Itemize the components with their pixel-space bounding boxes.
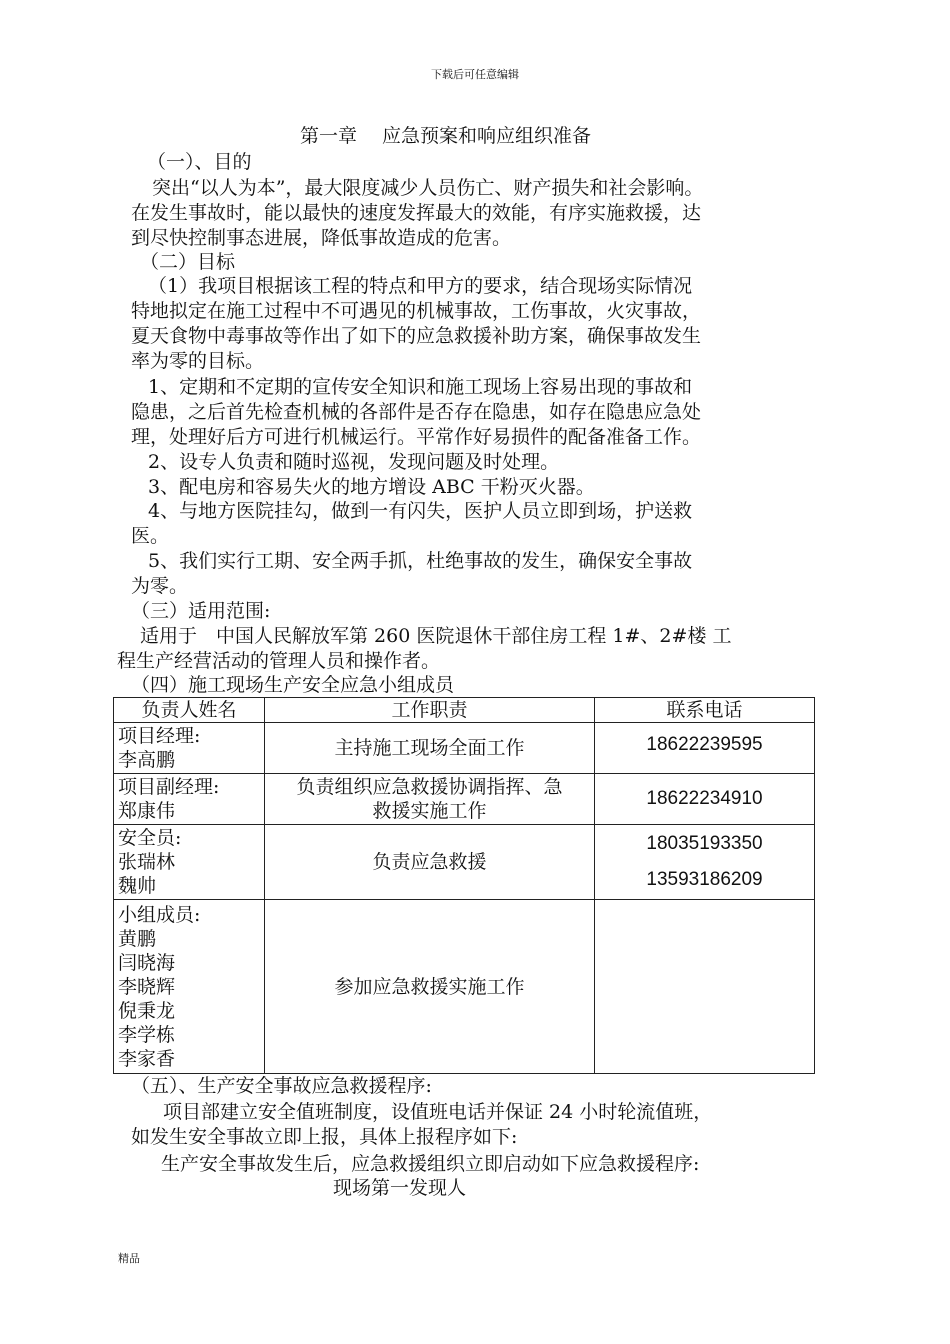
- goal-line: 理，处理好后方可进行机械运行。平常作好易损件的配备准备工作。: [131, 426, 702, 448]
- purpose-line: 突出“以人为本”，最大限度减少人员伤亡、财产损失和社会影响。: [152, 177, 704, 199]
- cell-phone: [595, 723, 815, 774]
- page-header: 下载后可任意编辑: [431, 68, 519, 81]
- procedure-line: 项目部建立安全值班制度，设值班电话并保证 24 小时轮流值班，: [163, 1101, 713, 1123]
- goal-line: 3、配电房和容易失火的地方增设 ABC 干粉灭火器。: [148, 476, 595, 498]
- person-name: 李学栋: [118, 1023, 176, 1046]
- goal-line: 隐患，之后首先检查机械的各部件是否存在隐患，如存在隐患应急处: [131, 401, 702, 423]
- procedure-line: 生产安全事故发生后，应急救援组织立即启动如下应急救援程序:: [161, 1153, 700, 1175]
- person-name: 李高鹏: [118, 749, 176, 771]
- table-row: [114, 723, 815, 774]
- section-heading-purpose: （一）、目的: [147, 151, 252, 173]
- procedure-line: 如发生安全事故立即上报，具体上报程序如下:: [131, 1126, 518, 1148]
- person-name: 项目副经理:: [118, 776, 220, 798]
- cell-names: [114, 900, 265, 1074]
- cell-phone: [595, 900, 815, 1074]
- section-heading-goal: （二）目标: [140, 251, 236, 273]
- person-name: 张瑞林: [118, 851, 176, 873]
- duty-text: 救援实施工作: [372, 800, 487, 822]
- goal-line: 医。: [131, 525, 170, 547]
- table-row: [114, 825, 815, 900]
- person-name: 魏帅: [118, 875, 157, 897]
- table-header-row: [114, 698, 815, 723]
- person-name: 郑康伟: [118, 800, 176, 822]
- cell-duty: [265, 900, 595, 1074]
- person-name: 项目经理:: [118, 725, 201, 747]
- scope-line: 程生产经营活动的管理人员和操作者。: [117, 650, 441, 672]
- duty-text: 负责应急救援: [372, 851, 487, 873]
- person-name: 黄鹏: [118, 927, 157, 950]
- cell-duty: [265, 774, 595, 825]
- person-name: 小组成员:: [118, 903, 201, 926]
- person-name: 倪秉龙: [118, 999, 176, 1022]
- cell-names: [114, 723, 265, 774]
- cell-phone: [595, 825, 815, 900]
- person-name: 闫晓海: [118, 951, 176, 974]
- goal-line: 2、设专人负责和随时巡视，发现问题及时处理。: [148, 451, 560, 473]
- column-header-phone: 联系电话: [595, 698, 815, 723]
- goal-line: 4、与地方医院挂勾，做到一有闪失，医护人员立即到场，护送救: [148, 500, 693, 522]
- procedure-line: 现场第一发现人: [333, 1177, 467, 1199]
- person-name: 安全员:: [118, 827, 182, 849]
- column-header-name: 负责人姓名: [114, 698, 265, 723]
- table-row: [114, 900, 815, 1074]
- phone-number: 13593186209: [646, 869, 763, 890]
- purpose-line: 在发生事故时，能以最快的速度发挥最大的效能，有序实施救援，达: [131, 202, 702, 224]
- page-footer: 精品: [118, 1252, 140, 1265]
- phone-number: 18622239595: [646, 734, 763, 755]
- duty-text: 主持施工现场全面工作: [334, 737, 525, 759]
- section-heading-procedure: （五）、生产安全事故应急救援程序:: [131, 1075, 432, 1097]
- goal-line: 夏天食物中毒事故等作出了如下的应急救援补助方案，确保事故发生: [131, 325, 702, 347]
- section-heading-scope: （三）适用范围:: [131, 600, 271, 622]
- person-name: 李家香: [118, 1047, 176, 1070]
- purpose-line: 到尽快控制事态进展，降低事故造成的危害。: [131, 227, 512, 249]
- phone-number: 18035193350: [646, 833, 763, 854]
- cell-names: [114, 774, 265, 825]
- goal-line: （1）我项目根据该工程的特点和甲方的要求，结合现场实际情况: [148, 275, 693, 297]
- cell-duty: [265, 723, 595, 774]
- person-name: 李晓辉: [118, 975, 176, 998]
- chapter-title: 第一章 应急预案和响应组织准备: [300, 125, 592, 147]
- table-row: [114, 774, 815, 825]
- goal-line: 特地拟定在施工过程中不可遇见的机械事故，工伤事故，火灾事故，: [131, 300, 702, 322]
- duty-text: 参加应急救援实施工作: [334, 975, 525, 998]
- cell-names: [114, 825, 265, 900]
- goal-line: 1、定期和不定期的宣传安全知识和施工现场上容易出现的事故和: [148, 376, 693, 398]
- emergency-team-table: [113, 697, 815, 1074]
- section-heading-team: （四）施工现场生产安全应急小组成员: [131, 674, 455, 696]
- goal-line: 率为零的目标。: [131, 350, 265, 372]
- phone-number: 18622234910: [646, 788, 763, 809]
- column-header-duty: 工作职责: [265, 698, 595, 723]
- goal-line: 5、我们实行工期、安全两手抓，杜绝事故的发生，确保安全事故: [148, 550, 693, 572]
- cell-phone: [595, 774, 815, 825]
- goal-line: 为零。: [131, 575, 189, 597]
- cell-duty: [265, 825, 595, 900]
- scope-line: 适用于 中国人民解放军第 260 医院退休干部住房工程 1#、2#楼 工: [140, 625, 732, 647]
- duty-text: 负责组织应急救援协调指挥、急: [296, 776, 563, 798]
